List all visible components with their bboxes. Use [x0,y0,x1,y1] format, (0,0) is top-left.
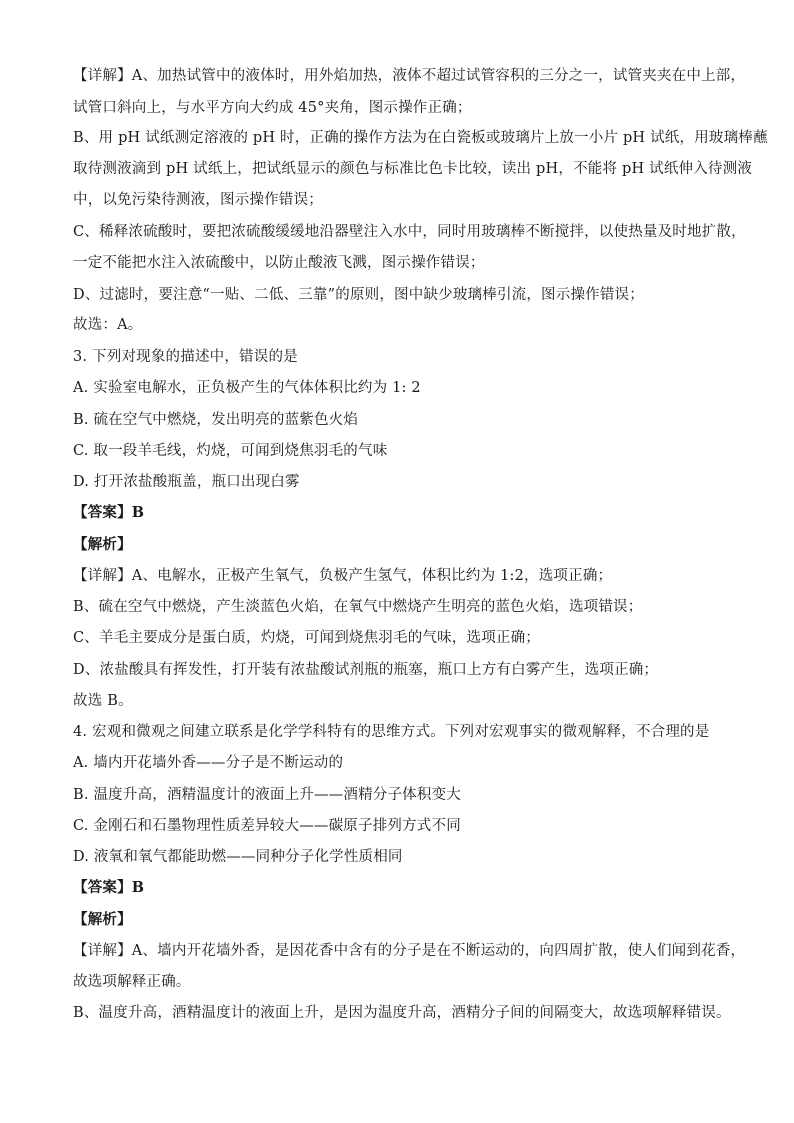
conclusion-line: 故选 B。 [73,693,133,709]
explanation-line: D、过滤时，要注意“一贴、二低、三靠”的原则，图中缺少玻璃棒引流，图示操作错误； [73,287,644,303]
explanation-line: 故选项解释正确。 [73,974,191,990]
explanation-line: 【详解】A、电解水，正极产生氧气，负极产生氢气，体积比约为 1:2，选项正确； [73,568,613,584]
option-line: B. 温度升高，酒精温度计的液面上升——酒精分子体积变大 [73,787,461,803]
explanation-line: 中，以免污染待测液，图示操作错误； [73,192,323,208]
explanation-line: D、浓盐酸具有挥发性，打开装有浓盐酸试剂瓶的瓶塞，瓶口上方有白雾产生，选项正确； [73,662,659,678]
analysis-label: 【解析】 [73,536,132,553]
option-line: D. 打开浓盐酸瓶盖，瓶口出现白雾 [73,474,300,490]
conclusion-line: 故选：A。 [73,317,143,333]
question-stem: 4. 宏观和微观之间建立联系是化学学科特有的思维方式。下列对宏观事实的微观解释，不合理的是 [73,724,710,740]
option-line: B. 硫在空气中燃烧，发出明亮的蓝紫色火焰 [73,412,359,428]
explanation-line: 【详解】A、加热试管中的液体时，用外焰加热，液体不超过试管容积的三分之一，试管夹夹在中上部， [73,68,746,84]
explanation-line: 【详解】A、墙内开花墙外香，是因花香中含有的分子是在不断运动的，向四周扩散，使人们闻到花香， [73,943,746,959]
option-line: A. 实验室电解水，正负极产生的气体体积比约为 1: 2 [73,380,421,396]
explanation-line: B、用 pH 试纸测定溶液的 pH 时，正确的操作方法为在白瓷板或玻璃片上放一小片 pH 试纸，用玻璃棒蘸 [73,130,768,146]
explanation-line: C、稀释浓硫酸时，要把浓硫酸缓缓地沿器壁注入水中，同时用玻璃棒不断搅拌，以使热量及时地扩散， [73,224,746,240]
explanation-line: B、硫在空气中燃烧，产生淡蓝色火焰，在氧气中燃烧产生明亮的蓝色火焰，选项错误； [73,599,643,615]
option-line: A. 墙内开花墙外香——分子是不断运动的 [73,755,344,771]
option-line: D. 液氧和氧气都能助燃——同种分子化学性质相同 [73,849,403,865]
explanation-line: 一定不能把水注入浓硫酸中，以防止酸液飞溅，图示操作错误； [73,255,485,271]
analysis-label: 【解析】 [73,911,132,928]
explanation-line: C、羊毛主要成分是蛋白质，灼烧，可闻到烧焦羽毛的气味，选项正确； [73,630,540,646]
explanation-line: B、温度升高，酒精温度计的液面上升，是因为温度升高，酒精分子间的间隔变大，故选项解释错误。 [73,1005,731,1021]
option-line: C. 取一段羊毛线，灼烧，可闻到烧焦羽毛的气味 [73,443,388,459]
answer-label: 【答案】B [73,879,145,896]
explanation-line: 取待测液滴到 pH 试纸上，把试纸显示的颜色与标准比色卡比较，读出 pH，不能将 pH 试纸伸入待测液 [73,161,753,177]
option-line: C. 金刚石和石墨物理性质差异较大——碳原子排列方式不同 [73,818,461,834]
explanation-line: 试管口斜向上，与水平方向大约成 45°夹角，图示操作正确； [73,100,472,116]
question-stem: 3. 下列对现象的描述中，错误的是 [73,349,298,365]
answer-label: 【答案】B [73,504,145,521]
